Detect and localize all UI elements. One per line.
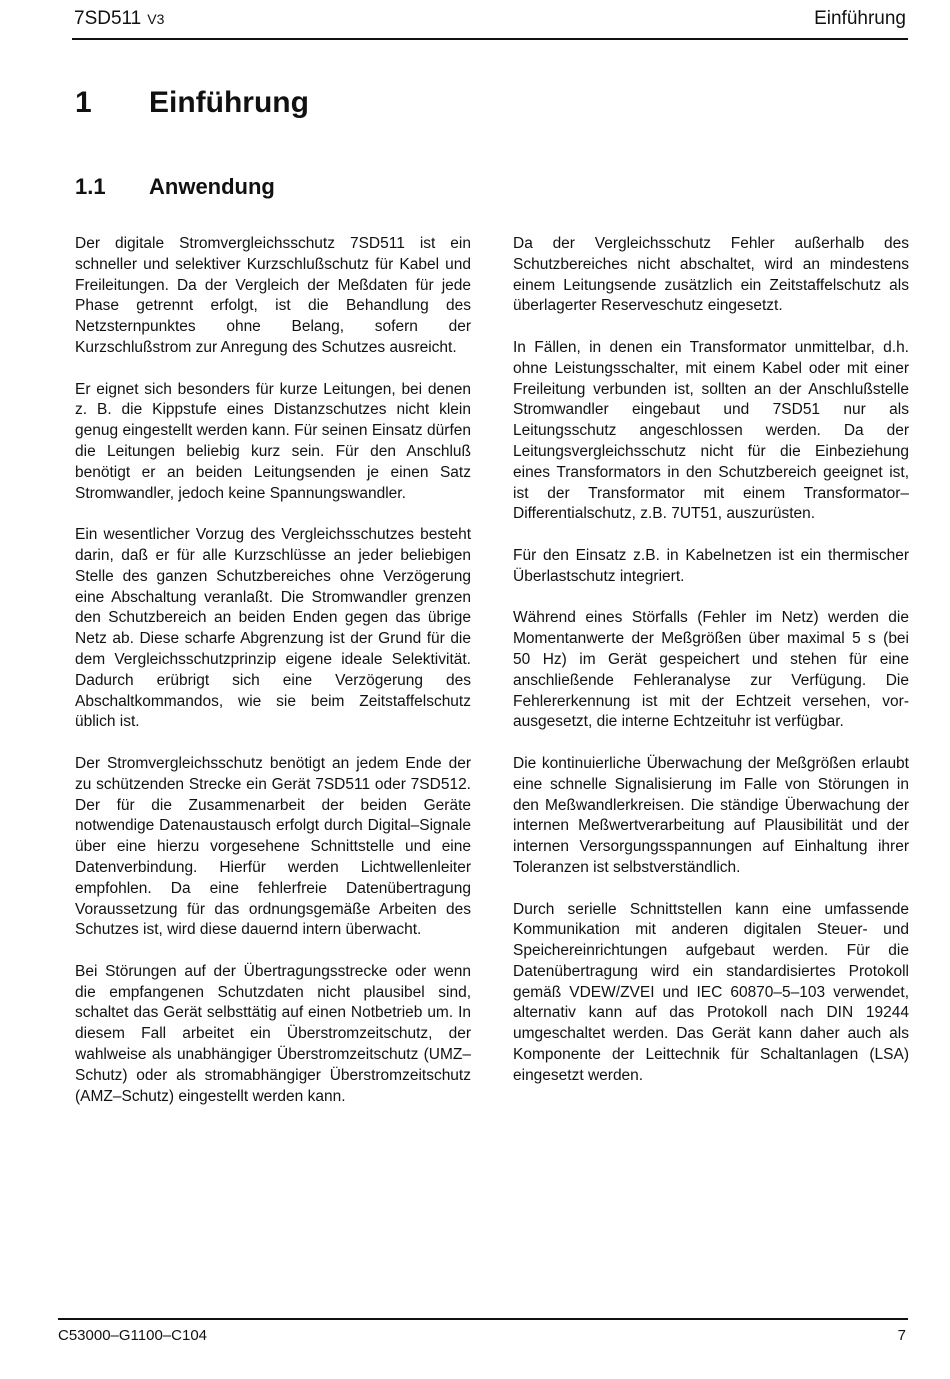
header-product-name: 7SD511 [74,8,142,29]
paragraph: Während eines Störfalls (Fehler im Netz) werden die Momentanwerte der Meßgrößen über maximal 5 s (bei 50 Hz) im Gerät gespeichert und stehen für eine anschließende Fehleranalyse zur Verfügung. Die Fehlererkennung ist mit der Echtzeit versehen, vorausgesetzt, die interne Echtzeituhr ist verfügbar. [513,609,909,731]
paragraph: Für den Einsatz z.B. in Kabelnetzen ist ein thermischer Überlastschutz integriert. [513,546,909,585]
paragraph: Da der Vergleichsschutz Fehler außerhalb des Schutzbereiches nicht abschaltet, wird an mindestens einem Leitungsende zusätzlich ein Zeitstaffelschutz als überlagerter Reserveschutz eingesetzt. [513,235,909,315]
chapter-title: Einführung [149,86,309,119]
right-text-column [513,234,909,1107]
page-header [72,6,908,40]
chapter-heading [75,86,309,120]
section-title: Anwendung [149,174,275,199]
paragraph: Bei Störungen auf der Übertragungsstrecke oder wenn die empfangenen Schutzdaten nicht plausibel sind, schaltet das Gerät selbsttätig auf einen Notbetrieb um. In diesem Fall arbeitet ein Überstromzeitschutz, der wahlweise als unabhängiger Überstromzeitschutz (UMZ–Schutz) oder als stromabhängiger Überstromzeitschutz (AMZ–Schutz) eingestellt werden kann. [75,962,471,1105]
paragraph: Der Stromvergleichsschutz benötigt an jedem Ende der zu schützenden Strecke ein Gerät 7SD511 oder 7SD512. Der für die Zusammenarbeit der beiden Geräte notwendige Datenaustausch erfolgt durch Digital–Signale über eine hierzu vorgesehene Schnittstelle und eine Datenverbindung. Hierfür werden Lichtwellenleiter empfohlen. Da eine fehlerfreie Datenübertragung Voraussetzung für das ordnungsgemäße Arbeiten des Schutzes ist, wird diese dauernd intern überwacht. [75,754,471,939]
paragraph: Der digitale Stromvergleichsschutz 7SD511 ist ein schneller und selektiver Kurzschlußschutz für Kabel und Freileitungen. Da der Vergleich der Meßdaten für jede Phase getrennt erfolgt, ist die Behandlung des Netzsternpunktes ohne Belang, sofern der Kurzschlußstrom zur Anregung des Schutzes ausreicht. [75,235,471,356]
paragraph: Die kontinuierliche Überwachung der Meßgrößen erlaubt eine schnelle Signalisierung im Falle von Störungen in den Meßwandlerkreisen. Die ständige Überwachung der internen Meßwertverarbeitung auf Plausibilität und der internen Versorgungsspannungen auf Einhaltung ihrer Toleranzen ist selbstverständlich. [513,754,909,876]
page-footer [58,1318,908,1350]
footer-doc-number: C53000–G1100–C104 [58,1327,208,1344]
paragraph: Ein wesentlicher Vorzug des Vergleichsschutzes besteht darin, daß er für alle Kurzschlüsse an jeder beliebigen Stelle des ganzen Schutzbereiches ohne Verzögerung eine Abschaltung veranlaßt. Die Stromwandler grenzen den Schutzbereich an beiden Enden gegen das übrige Netz ab. Diese scharfe Abgrenzung ist der Grund für die dem Vergleichsschutzprinzip eigene ideale Selektivität. Dadurch erübrigt sich eine Verzögerung des Abschaltkommandos, wie sie beim Zeitstaffelschutz üblich ist. [75,526,471,731]
header-section-title: Einführung [814,8,906,29]
page-number: 7 [897,1327,906,1344]
chapter-number: 1 [75,86,92,119]
paragraph: Er eignet sich besonders für kurze Leitungen, bei denen z. B. die Kippstufe eines Distanzschutzes nicht klein genug eingestellt werden kann. Für seinen Einsatz dürfen die Leitungen beliebig kurz sein. Für den Anschluß benötigt er an beiden Leitungsenden je einen Satz Stromwandler, jedoch keine Spannungswandler. [75,380,471,502]
header-version: V3 [147,11,165,27]
paragraph: Durch serielle Schnittstellen kann eine umfassende Kommunikation mit anderen digitalen Steuer- und Speichereinrichtungen aufgebaut werden. Für die Datenübertragung wird ein standardisiertes Protokoll gemäß VDEW/ZVEI und IEC 60870–5–103 verwendet, alternativ kann auf das Protokoll nach DIN 19244 umgeschaltet werden. Das Gerät kann daher auch als Komponente der Leittechnik für Schaltanlagen (LSA) eingesetzt werden. [513,900,909,1084]
paragraph: In Fällen, in denen ein Transformator unmittelbar, d.h. ohne Leistungsschalter, mit einem Kabel oder mit einer Freileitung verbunden ist, sollten an der Anschlußstelle Stromwandler eingebaut und 7SD51 nur als Leitungsschutz angeschlossen werden. Da der Leitungsvergleichsschutz nicht für die Einbeziehung eines Transformators in den Schutzbereich geeignet ist, ist der Transformator mit einem Transformator–Differentialschutz, z.B. 7UT51, auszurüsten. [513,338,909,523]
header-product [74,8,164,30]
section-number: 1.1 [75,174,106,199]
section-heading [75,174,275,200]
left-text-column [75,234,471,1128]
